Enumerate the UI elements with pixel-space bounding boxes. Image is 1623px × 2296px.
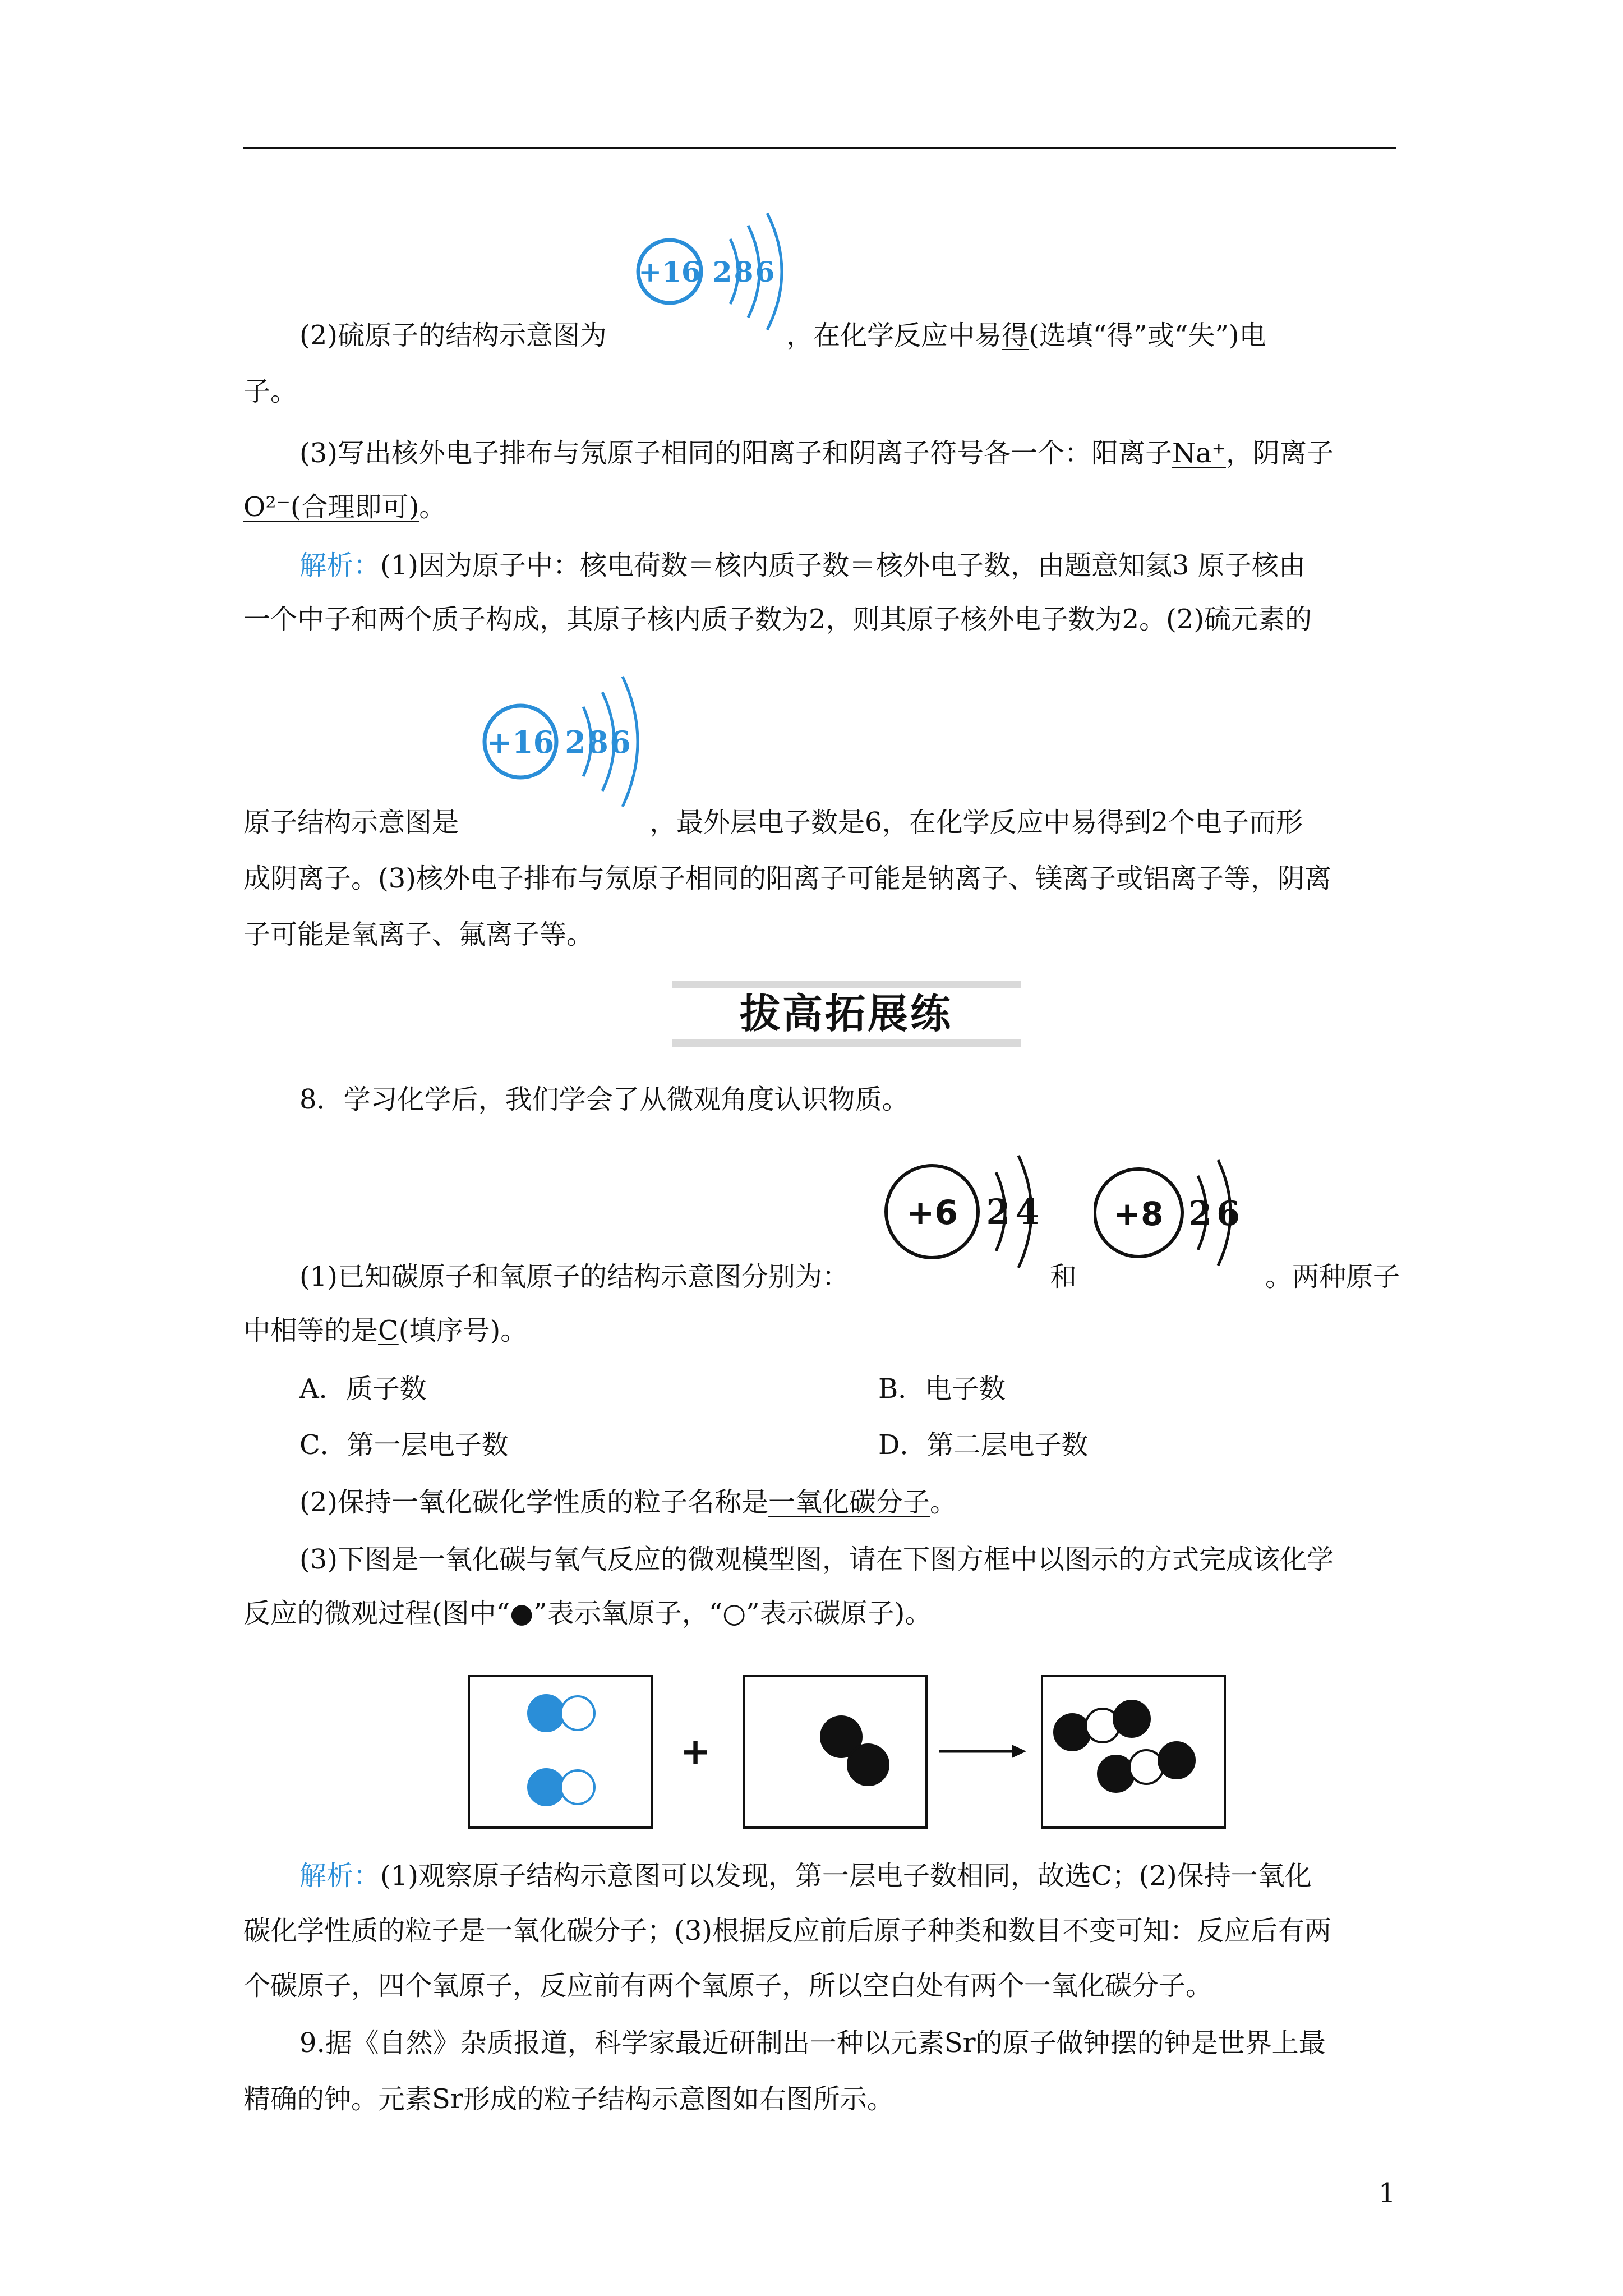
q7-part3-line1: [299, 435, 1334, 471]
shell-electrons-1: 2: [986, 1191, 1011, 1232]
q9-line1: 9.据《自然》杂质报道，科学家最近研制出一种以元素Sr的原子做钟摆的钟是世界上最: [299, 2027, 1326, 2059]
nucleus-charge: +8: [1113, 1195, 1164, 1233]
q8-part3-line1: (3)下图是一氧化碳与氧气反应的微观模型图，请在下图方框中以图示的方式完成该化学: [299, 1544, 1334, 1575]
analysis-text2: ，最外层电子数是6，在化学反应中易得到2个电子而形: [649, 807, 1303, 838]
oxygen-atom: [1114, 1701, 1150, 1737]
q8-option-d: D．第二层电子数: [878, 1429, 1089, 1461]
q8-analysis-line1: [299, 1858, 1312, 1894]
q7-analysis-line5: 子可能是氧离子、氟离子等。: [243, 919, 594, 950]
q7-part2-text3: (选填“得”或“失”)电: [1029, 320, 1266, 351]
sulfur-atom-diagram-analysis: [473, 663, 658, 815]
q8-part1-line1: [299, 1259, 1400, 1295]
answer-oxygen-atom: [528, 1769, 564, 1805]
oxygen-atom: [848, 1745, 888, 1785]
page-number: 1: [1378, 2178, 1396, 2209]
analysis-text: (1)因为原子中：核电荷数＝核内质子数＝核外电子数，由题意知氦3 原子核由: [380, 550, 1306, 581]
oxygen-atom: [1098, 1756, 1134, 1792]
shell-electrons-1: 2: [712, 255, 732, 288]
shell-electrons-2: 8: [587, 724, 608, 760]
q8-part1-text2: 。两种原子: [1265, 1261, 1400, 1292]
q8-analysis-line2: 碳化学性质的粒子是一氧化碳分子；(3)根据反应前后原子种类和数目不变可知：反应后有两: [243, 1915, 1331, 1947]
q8-part2-answer: 一氧化碳分子: [768, 1487, 930, 1518]
carbon-atom: [1129, 1750, 1163, 1784]
q8-part2-text: (2)保持一氧化碳化学性质的粒子名称是: [299, 1487, 768, 1518]
reaction-model-svg: [468, 1675, 1236, 1832]
sulfur-atom-svg-analysis: [473, 663, 658, 815]
q7-part3-text2: ，阴离子: [1225, 438, 1334, 469]
q7-analysis-line4: 成阴离子。(3)核外电子排布与氖原子相同的阳离子可能是钠离子、镁离子或铝离子等，阴离: [243, 863, 1331, 894]
q7-analysis-line1: [299, 547, 1306, 583]
answer-carbon-atom: [561, 1770, 594, 1804]
header-rule: [243, 147, 1396, 149]
section-title-banner: [672, 981, 1021, 1047]
reactant-box-answer: [469, 1676, 652, 1828]
q7-part3-cation-answer: Na⁺: [1172, 438, 1226, 469]
q7-analysis-line2: 一个中子和两个质子构成，其原子核内质子数为2，则其原子核外电子数为2。(2)硫元素的: [243, 604, 1312, 635]
answer-carbon-atom: [561, 1696, 594, 1730]
section-title: 拔高拓展练: [672, 988, 1021, 1039]
q7-part2-text: (2)硫原子的结构示意图为: [299, 320, 607, 351]
q7-part3-text3: 。: [419, 491, 446, 523]
analysis-text: 原子结构示意图是: [243, 807, 459, 838]
shell-electrons-2: 6: [1216, 1194, 1240, 1234]
q8-part1-text3: 中相等的是: [243, 1315, 379, 1346]
answer-oxygen-atom: [528, 1695, 564, 1731]
reaction-model: [468, 1675, 1236, 1834]
q8-part1-answer: C: [378, 1315, 399, 1346]
analysis-text: (1)观察原子结构示意图可以发现，第一层电子数相同，故选C；(2)保持一氧化: [380, 1860, 1312, 1892]
q9-line2: 精确的钟。元素Sr形成的粒子结构示意图如右图所示。: [243, 2083, 894, 2115]
q8-part1-and: 和: [1050, 1261, 1077, 1292]
q7-part3-line2: [243, 489, 446, 525]
reaction-arrow-head: [1012, 1745, 1026, 1758]
oxygen-atom: [1054, 1714, 1090, 1750]
q7-part2-text2: ，在化学反应中易: [786, 320, 1002, 351]
q7-part2-answer: 得: [1002, 320, 1029, 351]
q7-part2-line1: [299, 318, 1266, 353]
q7-analysis-line3: [243, 804, 1303, 840]
nucleus-charge: +16: [638, 255, 701, 288]
shell-electrons-3: 6: [610, 724, 631, 760]
analysis-label: 解析：: [299, 550, 381, 581]
q8-option-b: B．电子数: [878, 1373, 1006, 1405]
q8-part1-line2: [243, 1313, 527, 1349]
shell-electrons-1: 2: [565, 724, 586, 760]
nucleus-charge: +16: [486, 724, 555, 760]
q8-part2-text2: 。: [930, 1487, 957, 1518]
q7-part3-text: (3)写出核外电子排布与氖原子相同的阳离子和阴离子符号各一个：阳离子: [299, 438, 1172, 469]
nucleus-charge: +6: [906, 1193, 958, 1232]
product-box: [1042, 1676, 1225, 1828]
q7-part3-anion-answer: O²⁻(合理即可): [243, 491, 419, 523]
analysis-label: 解析：: [299, 1860, 381, 1892]
plus-sign: +: [680, 1731, 711, 1773]
q8-part1-text: (1)已知碳原子和氧原子的结构示意图分别为：: [299, 1261, 849, 1292]
q8-option-c: C．第一层电子数: [299, 1429, 509, 1461]
oxygen-atom: [1159, 1742, 1195, 1778]
q8-analysis-line3: 个碳原子，四个氧原子，反应前有两个氧原子，所以空白处有两个一氧化碳分子。: [243, 1970, 1213, 2001]
q8-stem: 8．学习化学后，我们学会了从微观角度认识物质。: [299, 1084, 909, 1115]
q8-option-a: A．质子数: [299, 1373, 427, 1405]
q8-part3-line2: 反应的微观过程(图中“●”表示氧原子，“○”表示碳原子)。: [243, 1598, 932, 1629]
shell-electrons-1: 2: [1188, 1194, 1212, 1234]
q7-part2-line2: 子。: [243, 376, 298, 407]
shell-electrons-2: 8: [734, 255, 754, 288]
shell-electrons-3: 6: [755, 255, 775, 288]
q8-part1-text4: (填序号)。: [398, 1315, 528, 1346]
shell-electrons-2: 4: [1015, 1191, 1040, 1232]
q8-part2: [299, 1484, 957, 1520]
